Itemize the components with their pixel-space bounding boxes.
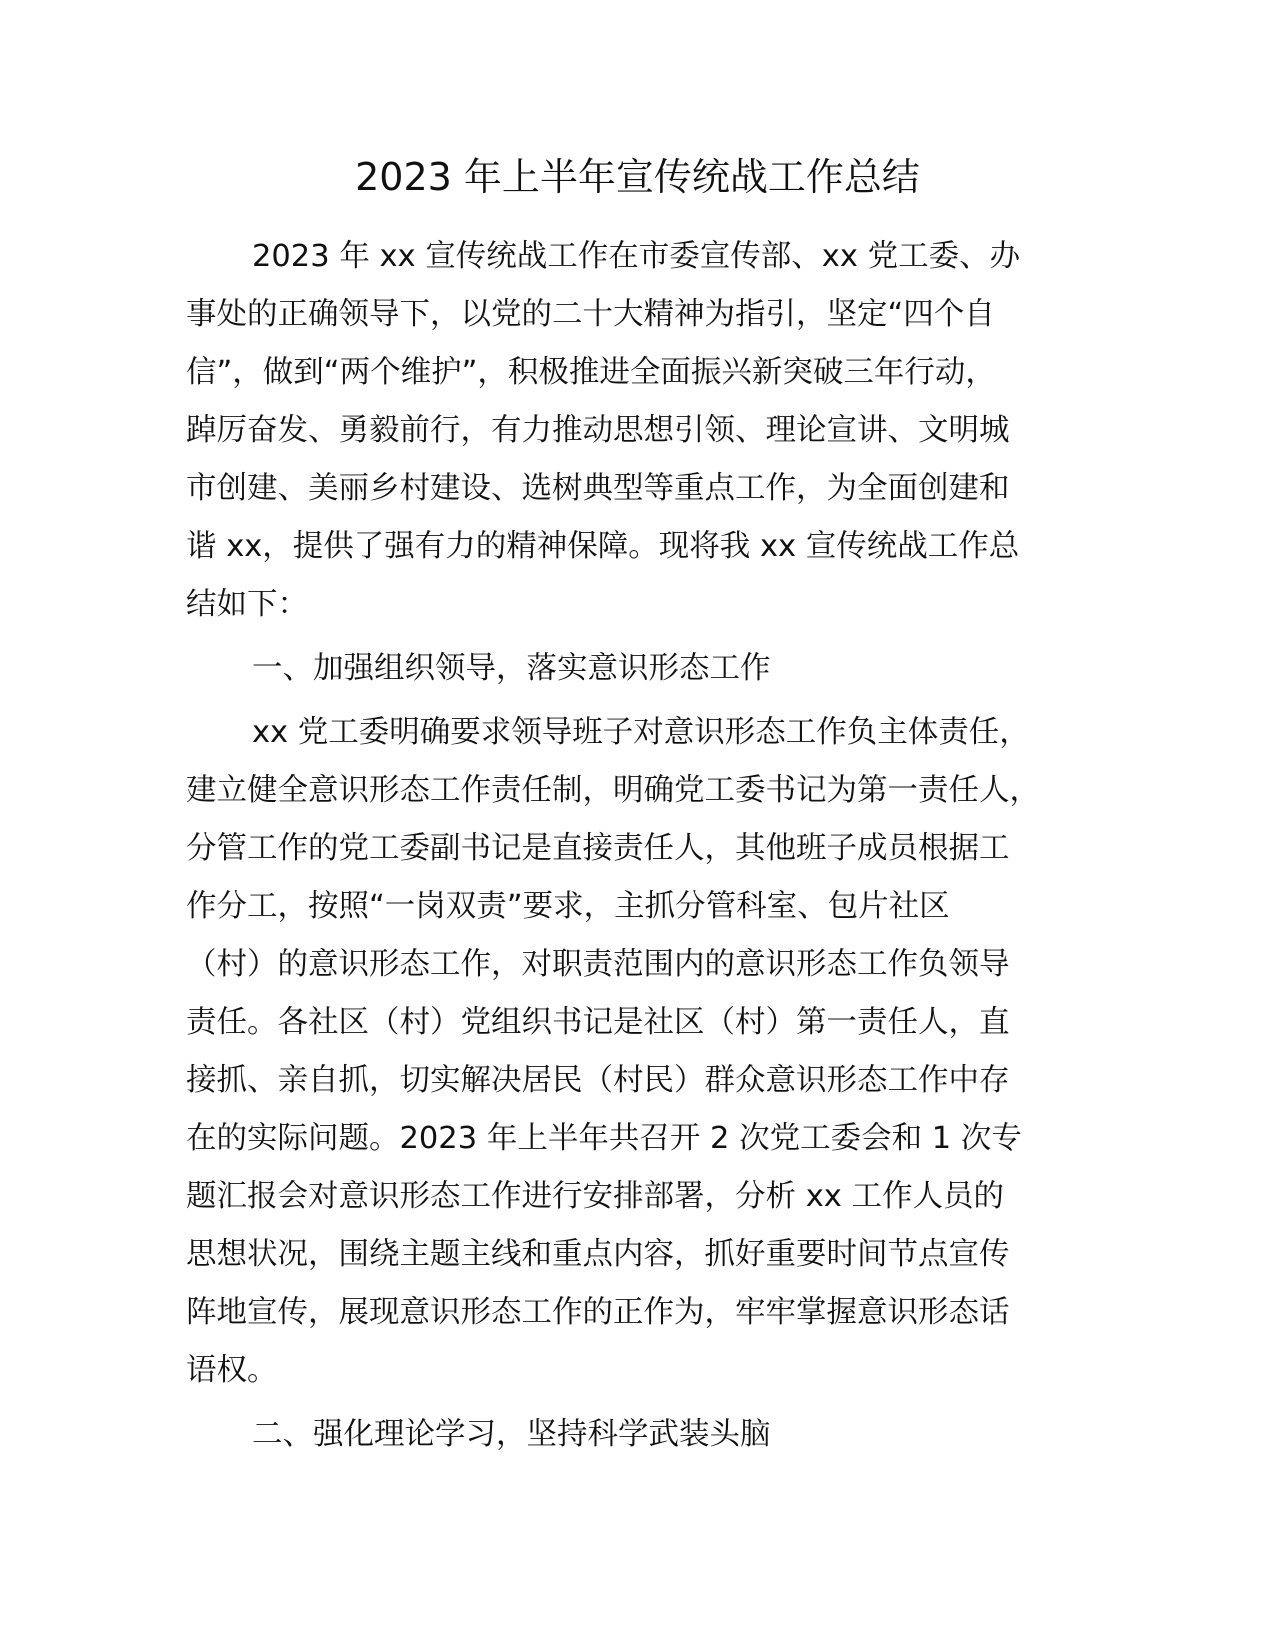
paragraph-section1-line-11: 阵地宣传，展现意识形态工作的正作为，牢牢掌握意识形态话 bbox=[186, 1295, 1010, 1330]
paragraph-section1-line-1: xx 党工委明确要求领导班子对意识形态工作负主体责任， bbox=[252, 715, 1030, 750]
paragraph-section1-line-9: 题汇报会对意识形态工作进行安排部署，分析 xx 工作人员的 bbox=[186, 1179, 1004, 1214]
paragraph-section1-line-12: 语权。 bbox=[186, 1353, 278, 1388]
paragraph-section1-line-7: 接抓、亲自抓，切实解决居民（村民）群众意识形态工作中存 bbox=[186, 1063, 1010, 1098]
paragraph-intro-line-3: 信”，做到“两个维护”，积极推进全面振兴新突破三年行动， bbox=[186, 355, 996, 390]
document-body bbox=[186, 228, 1101, 1464]
paragraph-intro-line-7: 结如下： bbox=[186, 587, 308, 622]
paragraph-intro-line-4: 踔厉奋发、勇毅前行，有力推动思想引领、理论宣讲、文明城 bbox=[186, 413, 1010, 448]
section-heading-2: 二、强化理论学习，坚持科学武装头脑 bbox=[252, 1417, 771, 1452]
paragraph-intro-line-5: 市创建、美丽乡村建设、选树典型等重点工作，为全面创建和 bbox=[186, 471, 1010, 506]
paragraph-intro-line-2: 事处的正确领导下，以党的二十大精神为指引，坚定“四个自 bbox=[186, 297, 995, 332]
paragraph-intro-line-6: 谐 xx，提供了强有力的精神保障。现将我 xx 宣传统战工作总 bbox=[186, 529, 1020, 564]
paragraph-intro-line-1: 2023 年 xx 宣传统战工作在市委宣传部、xx 党工委、办 bbox=[252, 239, 1021, 274]
paragraph-section1-line-6: 责任。各社区（村）党组织书记是社区（村）第一责任人，直 bbox=[186, 1005, 1010, 1040]
paragraph-section1-line-4: 作分工，按照“一岗双责”要求，主抓分管科室、包片社区 bbox=[186, 889, 950, 924]
paragraph-section1-line-5: （村）的意识形态工作，对职责范围内的意识形态工作负领导 bbox=[186, 947, 1010, 982]
paragraph-section1-line-3: 分管工作的党工委副书记是直接责任人，其他班子成员根据工 bbox=[186, 831, 1010, 866]
document-title: 2023 年上半年宣传统战工作总结 bbox=[355, 155, 920, 199]
paragraph-section1-line-10: 思想状况，围绕主题主线和重点内容，抓好重要时间节点宣传 bbox=[186, 1237, 1010, 1272]
paragraph-section1-line-8: 在的实际问题。2023 年上半年共召开 2 次党工委会和 1 次专 bbox=[186, 1121, 1022, 1156]
section-heading-1: 一、加强组织领导，落实意识形态工作 bbox=[252, 651, 771, 686]
paragraph-section1-line-2: 建立健全意识形态工作责任制，明确党工委书记为第一责任人， bbox=[186, 773, 1040, 808]
